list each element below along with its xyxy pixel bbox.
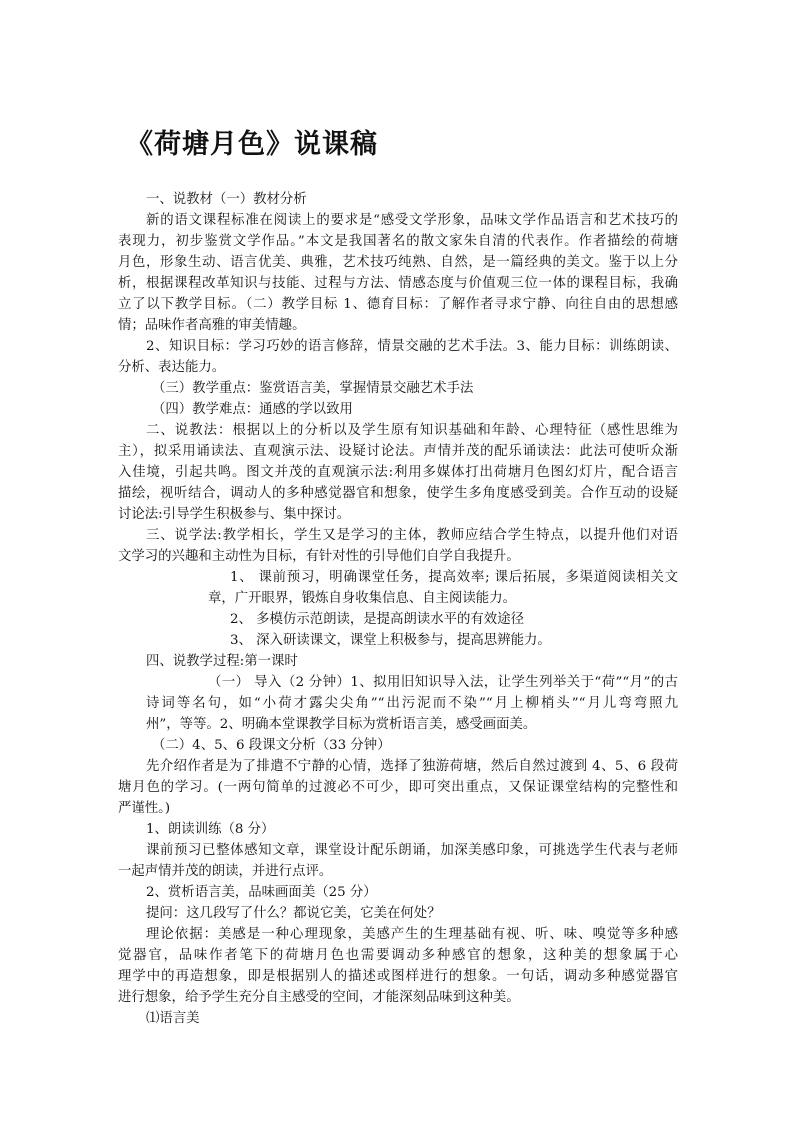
list-item: 3、 深入研读课文，课堂上积极参与，提高思辨能力。	[230, 633, 551, 648]
section-heading: （三）教学重点：鉴赏语言美，掌握情景交融艺术手法	[152, 381, 474, 396]
document-title: 《荷塘月色》说课稿	[126, 129, 378, 160]
paragraph-line: 析，根据课程改革知识与技能、过程与方法、情感态度与价值观三位一体的课程目标，我确	[118, 276, 678, 291]
section-heading: （二）4、5、6 段课文分析（33 分钟）	[152, 738, 391, 753]
paragraph-line: 州”，等等。2、明确本堂课教学目标为赏析语言美，感受画面美。	[146, 717, 537, 732]
section-heading: 一、说教材（一）教材分析	[146, 192, 307, 207]
paragraph-line: 理学中的再造想象，即是根据别人的描述或图样进行的想象。一句话，调动多种感觉器官	[118, 969, 678, 984]
paragraph-line: 2、知识目标：学习巧妙的语言修辞，情景交融的艺术手法。3、能力目标：训练朗读、	[146, 339, 678, 354]
paragraph-line: 情；品味作者高雅的审美情趣。	[118, 318, 306, 333]
document-body	[118, 189, 678, 1029]
section-heading: （四）教学难点：通感的学以致用	[152, 402, 353, 417]
paragraph-line: 入佳境，引起共鸣。图文并茂的直观演示法:利用多媒体打出荷塘月色图幻灯片，配合语言	[118, 465, 678, 480]
paragraph-line: 一起声情并茂的朗读，并进行点评。	[118, 864, 333, 879]
paragraph-line: 课前预习已整体感知文章，课堂设计配乐朗诵，加深美感印象，可挑选学生代表与老师	[146, 843, 678, 858]
section-heading: 2、赏析语言美，品味画面美（25 分）	[146, 885, 377, 900]
paragraph-line: （一） 导入（2 分钟）1、拟用旧知识导入法，让学生列举关于“荷”“月”的古	[208, 675, 678, 690]
paragraph-line: 月色，形象生动、语言优美、典雅，艺术技巧纯熟、自然，是一篇经典的美文。鉴于以上分	[118, 255, 678, 270]
list-item: 1、 课前预习，明确课堂任务，提高效率; 课后拓展，多渠道阅读相关文	[230, 570, 678, 585]
list-item: 2、 多模仿示范朗读，是提高朗读水平的有效途径	[230, 612, 524, 627]
section-heading: 二、说教法：根据以上的分析以及学生原有知识基础和年龄、心理特征（感性思维为	[146, 423, 678, 438]
paragraph-line: 分析、表达能力。	[118, 360, 226, 375]
list-item-continuation: 章，广开眼界，锻炼自身收集信息、自主阅读能力。	[208, 591, 516, 606]
paragraph-line: 描绘，视听结合，调动人的多种感觉器官和想象，使学生多角度感受到美。合作互动的设疑	[118, 486, 678, 501]
paragraph-line: 理论依据：美感是一种心理现象，美感产生的生理基础有视、听、味、嗅觉等多种感	[146, 927, 678, 942]
paragraph-line: 文学习的兴趣和主动性为目标，有针对性的引导他们自学自我提升。	[118, 549, 520, 564]
paragraph-line: 进行想象，给予学生充分自主感受的空间，才能深刻品味到这种美。	[118, 990, 520, 1005]
section-heading: 三、说学法:教学相长，学生又是学习的主体，教师应结合学生特点，以提升他们对语	[146, 528, 678, 543]
paragraph-line: 提问：这几段写了什么？都说它美，它美在何处？	[146, 906, 441, 921]
paragraph-line: 讨论法:引导学生积极参与、集中探讨。	[118, 507, 351, 522]
paragraph-line: 主），拟采用诵读法、直观演示法、设疑讨论法。声情并茂的配乐诵读法：此法可使听众渐	[118, 444, 678, 459]
section-heading: 1、朗读训练（8 分）	[146, 822, 275, 837]
paragraph-line: 严谨性。)	[118, 801, 171, 816]
paragraph-line: 塘月色的学习。(一两句简单的过渡必不可少，即可突出重点，又保证课堂结构的完整性和	[118, 780, 678, 795]
paragraph-line: 觉器官，品味作者笔下的荷塘月色也需要调动多种感官的想象，这种美的想象属于心	[118, 948, 678, 963]
paragraph-line: 先介绍作者是为了排遣不宁静的心情，选择了独游荷塘，然后自然过渡到 4、5、6 段荷	[146, 759, 678, 774]
section-heading: ⑴语言美	[146, 1011, 200, 1026]
paragraph-line: 诗词等名句，如“小荷才露尖尖角”“出污泥而不染”“月上柳梢头”“月儿弯弯照九	[146, 696, 678, 711]
paragraph-line: 表现力，初步鉴赏文学作品。”本文是我国著名的散文家朱自清的代表作。作者描绘的荷塘	[118, 234, 678, 249]
section-heading: 四、说教学过程:第一课时	[146, 654, 298, 669]
paragraph-line: 新的语文课程标准在阅读上的要求是“感受文学形象，品味文学作品语言和艺术技巧的	[146, 213, 678, 228]
paragraph-line: 立了以下教学目标。（二）教学目标 1、德育目标：了解作者寻求宁静、向往自由的思想感	[118, 297, 678, 312]
